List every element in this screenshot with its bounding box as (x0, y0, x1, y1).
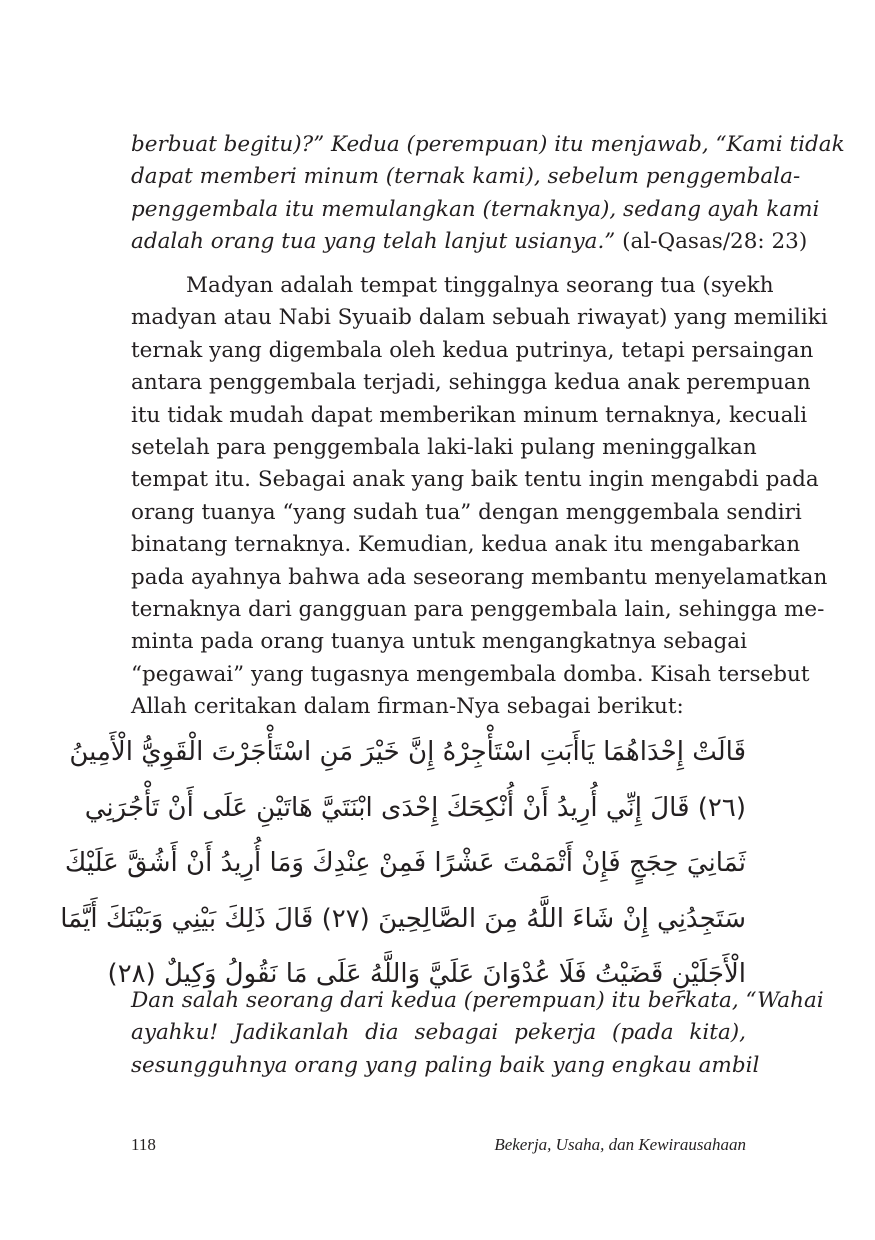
arabic-verse (60, 725, 746, 1003)
arabic-line: ثَمَانِيَ حِجَجٍ فَإِنْ أَتْمَمْتَ عَشْرًا فَمِنْ عِنْدِكَ وَمَا أُرِيدُ أَنْ أَشُقَّ عَلَيْكَ (64, 848, 746, 879)
quote-line: penggembala itu memulangkan (ternaknya), sedang ayah kami (131, 196, 820, 222)
running-title: Bekerja, Usaha, dan Kewirausahaan (494, 1135, 746, 1154)
verse-translation (131, 985, 824, 1082)
paragraph-line: setelah para penggembala laki-laki pulang meninggalkan (131, 435, 757, 461)
arabic-line: سَتَجِدُنِي إِنْ شَاءَ اللَّهُ مِنَ الصَّالِحِينَ (٢٧) قَالَ ذَلِكَ بَيْنِي وَبَيْنَكَ أَيَّمَا (60, 903, 746, 934)
paragraph-line: “pegawai” yang tugasnya mengembala domba. Kisah tersebut (131, 661, 810, 687)
page-number: 118 (131, 1135, 156, 1154)
paragraph-line: orang tuanya “yang sudah tua” dengan menggembala sendiri (131, 499, 802, 525)
paragraph-line: madyan atau Nabi Syuaib dalam sebuah riwayat) yang memiliki (131, 305, 828, 331)
arabic-line: قَالَتْ إِحْدَاهُمَا يَاأَبَتِ اسْتَأْجِرْهُ إِنَّ خَيْرَ مَنِ اسْتَأْجَرْتَ الْقَوِيُّ الْأَمِينُ (69, 737, 746, 767)
quote-text: adalah orang tua yang telah lanjut usianya.” (131, 229, 616, 255)
quran-translation-quote (131, 129, 845, 259)
paragraph-line: ternak yang digembala oleh kedua putrinya, tetapi persaingan (131, 337, 814, 363)
body-paragraph (131, 270, 828, 724)
translation-line: sesungguhnya orang yang paling baik yang engkau ambil (131, 1052, 760, 1078)
verse-reference: (al-Qasas/28: 23) (622, 229, 808, 255)
arabic-line: (٢٦) قَالَ إِنِّي أُرِيدُ أَنْ أُنْكِحَكَ إِحْدَى ابْنَتَيَّ هَاتَيْنِ عَلَى أَنْ تَأْجُرَنِي (84, 792, 746, 823)
quote-line: dapat memberi minum (ternak kami), sebelum penggembala- (131, 164, 801, 190)
page-footer (131, 1135, 746, 1165)
quote-line-last (131, 226, 808, 258)
paragraph-line: binatang ternaknya. Kemudian, kedua anak itu mengabarkan (131, 532, 801, 558)
translation-line: Dan salah seorang dari kedua (perempuan) itu berkata, “Wahai (131, 988, 824, 1013)
paragraph-line: minta pada orang tuanya untuk mengangkatnya sebagai (131, 629, 747, 655)
paragraph-line: Madyan adalah tempat tinggalnya seorang tua (syekh (186, 273, 774, 298)
quote-line: berbuat begitu)?” Kedua (perempuan) itu menjawab, “Kami tidak (131, 132, 845, 157)
paragraph-line: pada ayahnya bahwa ada seseorang membantu menyelamatkan (131, 564, 828, 590)
paragraph-line: ternaknya dari gangguan para penggembala lain, sehingga me- (131, 597, 825, 623)
arabic-line: الْأَجَلَيْنِ قَضَيْتُ فَلَا عُدْوَانَ عَلَيَّ وَاللَّهُ عَلَى مَا نَقُولُ وَكِيلٌ (٢٨) (107, 959, 746, 990)
paragraph-line: itu tidak mudah dapat memberikan minum ternaknya, kecuali (131, 402, 808, 428)
paragraph-line: antara penggembala terjadi, sehingga kedua anak perempuan (131, 370, 811, 396)
translation-line: ayahku! Jadikanlah dia sebagai pekerja (pada kita), (131, 1020, 746, 1046)
paragraph-line: tempat itu. Sebagai anak yang baik tentu ingin mengabdi pada (131, 467, 819, 493)
paragraph-line: Allah ceritakan dalam firman-Nya sebagai berikut: (131, 694, 684, 720)
